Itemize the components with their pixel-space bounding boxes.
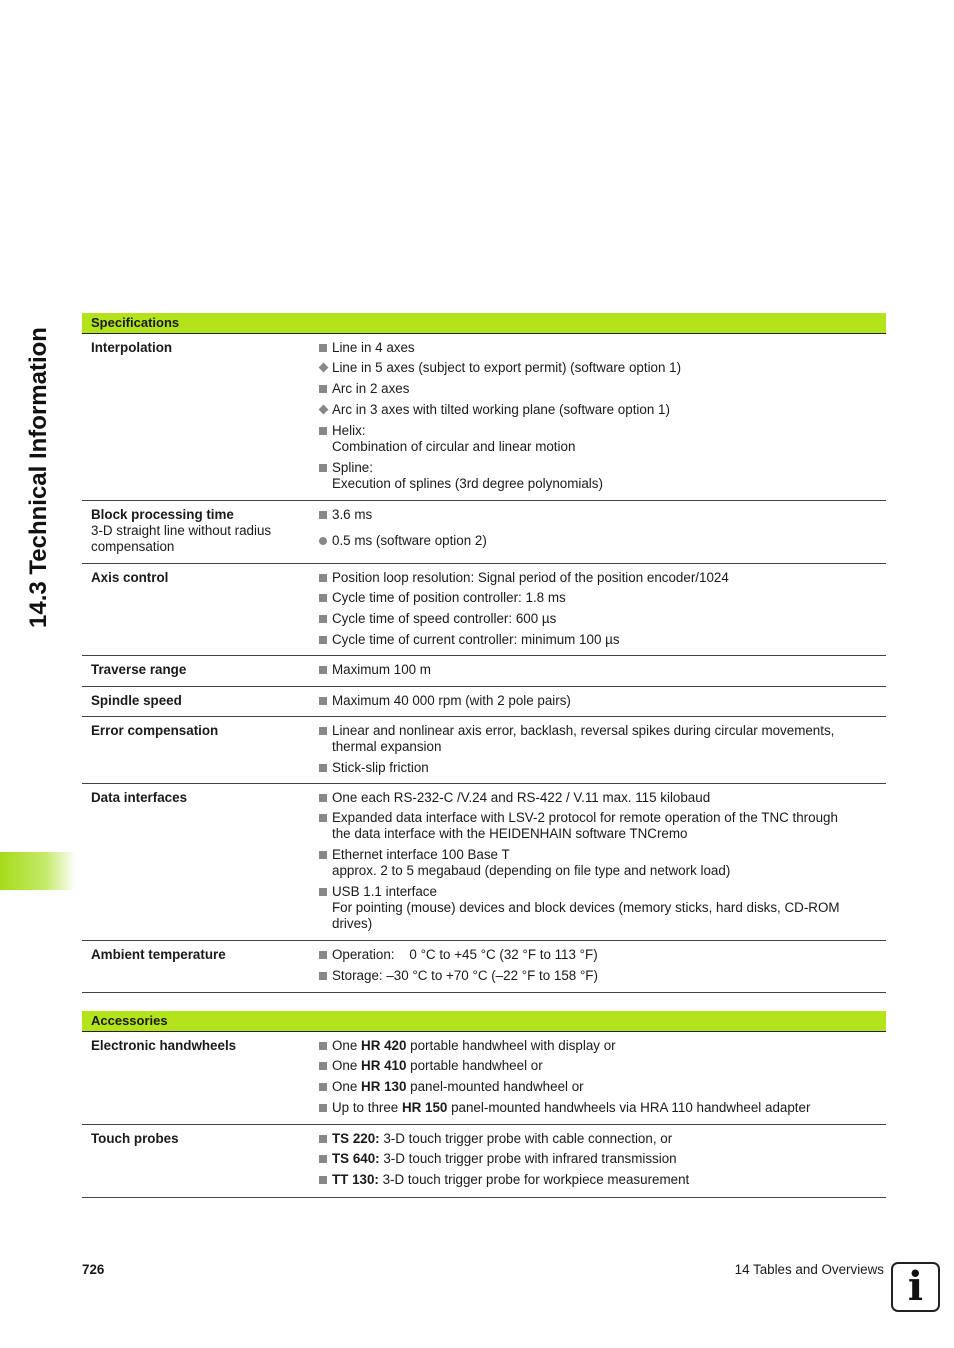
chapter-title: 14 Tables and Overviews	[734, 1262, 884, 1277]
row-ambient-temperature	[82, 941, 886, 993]
list-item: One HR 410 portable handwheel or	[332, 1058, 543, 1073]
list-item: Storage: –30 °C to +70 °C (–22 °F to 158 °F)	[332, 968, 598, 983]
row-label: Axis control	[91, 570, 169, 585]
list-item: Line in 4 axes	[332, 340, 415, 355]
list-item: USB 1.1 interface For pointing (mouse) devices and block devices (memory sticks, hard disks, CD-ROM drives)	[332, 884, 840, 931]
list-item: Arc in 2 axes	[332, 381, 410, 396]
list-item: Cycle time of speed controller: 600 µs	[332, 611, 557, 626]
specifications-header: Specifications	[82, 313, 886, 334]
row-label: Touch probes	[91, 1131, 179, 1146]
list-item: Expanded data interface with LSV-2 protocol for remote operation of the TNC through the data interface with the HEIDENHAIN software TNCremo	[332, 810, 838, 841]
list-item: Maximum 100 m	[332, 662, 431, 677]
list-item: Spline: Execution of splines (3rd degree polynomials)	[332, 460, 603, 491]
list-item: One HR 420 portable handwheel with display or	[332, 1038, 616, 1053]
list-item: Linear and nonlinear axis error, backlash, reversal spikes during circular movements, thermal expansion	[332, 723, 835, 754]
list-item: Maximum 40 000 rpm (with 2 pole pairs)	[332, 693, 571, 708]
info-icon: i	[891, 1262, 940, 1312]
row-axis-control	[82, 564, 886, 656]
row-label: Spindle speed	[91, 693, 182, 708]
row-touch-probes	[82, 1125, 886, 1198]
list-item: Up to three HR 150 panel-mounted handwheels via HRA 110 handwheel adapter	[332, 1100, 811, 1115]
row-error-compensation	[82, 717, 886, 784]
accessories-table	[82, 1011, 886, 1198]
row-data-interfaces	[82, 784, 886, 941]
list-item: Operation: 0 °C to +45 °C (32 °F to 113 °F)	[332, 947, 598, 962]
row-electronic-handwheels	[82, 1032, 886, 1125]
row-sublabel: 3-D straight line without radius compensation	[91, 523, 272, 554]
list-item: TS 640: 3-D touch trigger probe with infrared transmission	[332, 1151, 677, 1166]
list-item: Position loop resolution: Signal period of the position encoder/1024	[332, 570, 729, 585]
row-spindle-speed	[82, 687, 886, 717]
page-number: 726	[82, 1262, 105, 1277]
row-label: Electronic handwheels	[91, 1038, 237, 1053]
row-block-processing	[82, 501, 886, 564]
side-title: 14.3 Technical Information	[25, 327, 52, 628]
specifications-table	[82, 313, 886, 993]
list-item: Helix: Combination of circular and linear motion	[332, 423, 576, 454]
row-label: Block processing time	[91, 507, 234, 522]
list-item: Ethernet interface 100 Base T approx. 2 to 5 megabaud (depending on file type and network load)	[332, 847, 731, 878]
row-interpolation	[82, 334, 886, 501]
list-item: One each RS-232-C /V.24 and RS-422 / V.11 max. 115 kilobaud	[332, 790, 711, 805]
list-item: Line in 5 axes (subject to export permit) (software option 1)	[332, 360, 682, 375]
row-label: Ambient temperature	[91, 947, 226, 962]
row-label: Interpolation	[91, 340, 173, 355]
list-item: 0.5 ms (software option 2)	[332, 533, 487, 548]
list-item: Arc in 3 axes with tilted working plane (software option 1)	[332, 402, 670, 417]
row-label: Traverse range	[91, 662, 187, 677]
list-item: Cycle time of position controller: 1.8 ms	[332, 590, 566, 605]
row-label: Error compensation	[91, 723, 219, 738]
list-item: One HR 130 panel-mounted handwheel or	[332, 1079, 584, 1094]
row-traverse-range	[82, 656, 886, 687]
list-item: Stick-slip friction	[332, 760, 429, 775]
list-item: TS 220: 3-D touch trigger probe with cable connection, or	[332, 1131, 673, 1146]
accessories-header: Accessories	[82, 1011, 886, 1032]
list-item: 3.6 ms	[332, 507, 373, 522]
chapter-tab-marker	[0, 852, 76, 890]
row-label: Data interfaces	[91, 790, 188, 805]
list-item: TT 130: 3-D touch trigger probe for workpiece measurement	[332, 1172, 690, 1187]
list-item: Cycle time of current controller: minimum 100 µs	[332, 632, 620, 647]
